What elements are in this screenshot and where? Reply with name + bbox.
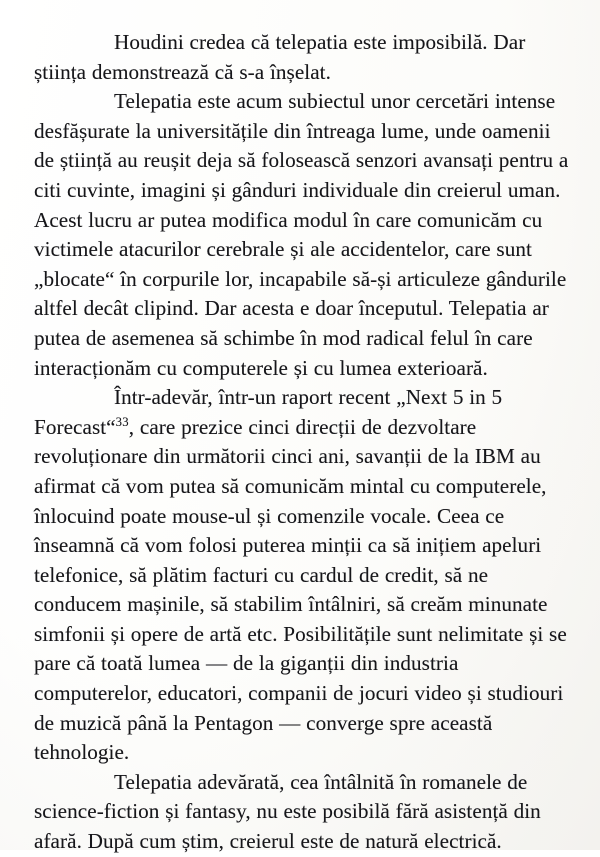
paragraph-3-text-after-footnote: , care prezice cinci direcții de dezvoltare revoluționare din următorii cinci ani, savanții de la IBM au afirmat că vom putea să comunicăm mintal cu computerele, înlocuind poate mouse-ul și comenzile vocale. Ceea ce înseamnă că vom folosi puterea minții ca să inițiem apeluri telefonice, să plătim facturi cu cardul de credit, să ne conducem mașinile, să stabilim întâlniri, să creăm minunate simfonii și opere de artă etc. Posibilitățile sunt nelimitate și se pare că toată lumea — de la giganții din industria computerelor, educatori, companii de jocuri video și studiouri de muzică până la Pentagon — converge spre această tehnologie. xyxy=(34,414,567,765)
paragraph-2: Telepatia este acum subiectul unor cercetări intense desfășurate la universitățile din întreaga lume, unde oamenii de știință au reușit deja să folosească senzori avansați pentru a citi cuvinte, imagini și gânduri individuale din creierul uman. Acest lucru ar putea modifica modul în care comunicăm cu victimele atacurilor cerebrale și ale accidentelor, care sunt „blocate“ în corpurile lor, incapabile să-și articuleze gândurile altfel decât clipind. Dar acesta e doar începutul. Telepatia ar putea de asemenea să schimbe în mod radical felul în care interacționăm cu computerele și cu lumea exterioară. xyxy=(34,89,569,380)
paragraph-3-text-before-footnote: Într-adevăr, într-un raport recent „Next 5 in 5 Forecast“ xyxy=(34,385,503,439)
page-text-block xyxy=(34,28,572,857)
paragraph-3 xyxy=(34,383,572,768)
footnote-marker-33[interactable]: 33 xyxy=(115,414,129,429)
paragraph-1: Houdini credea că telepatia este imposibilă. Dar știința demonstrează că s-a înșelat. xyxy=(34,30,526,84)
paragraph-4: Telepatia adevărată, cea întâlnită în romanele de science-fiction și fantasy, nu este posibilă fără asistență din afară. După cum știm, creierul este de natură electrică. xyxy=(34,769,541,854)
